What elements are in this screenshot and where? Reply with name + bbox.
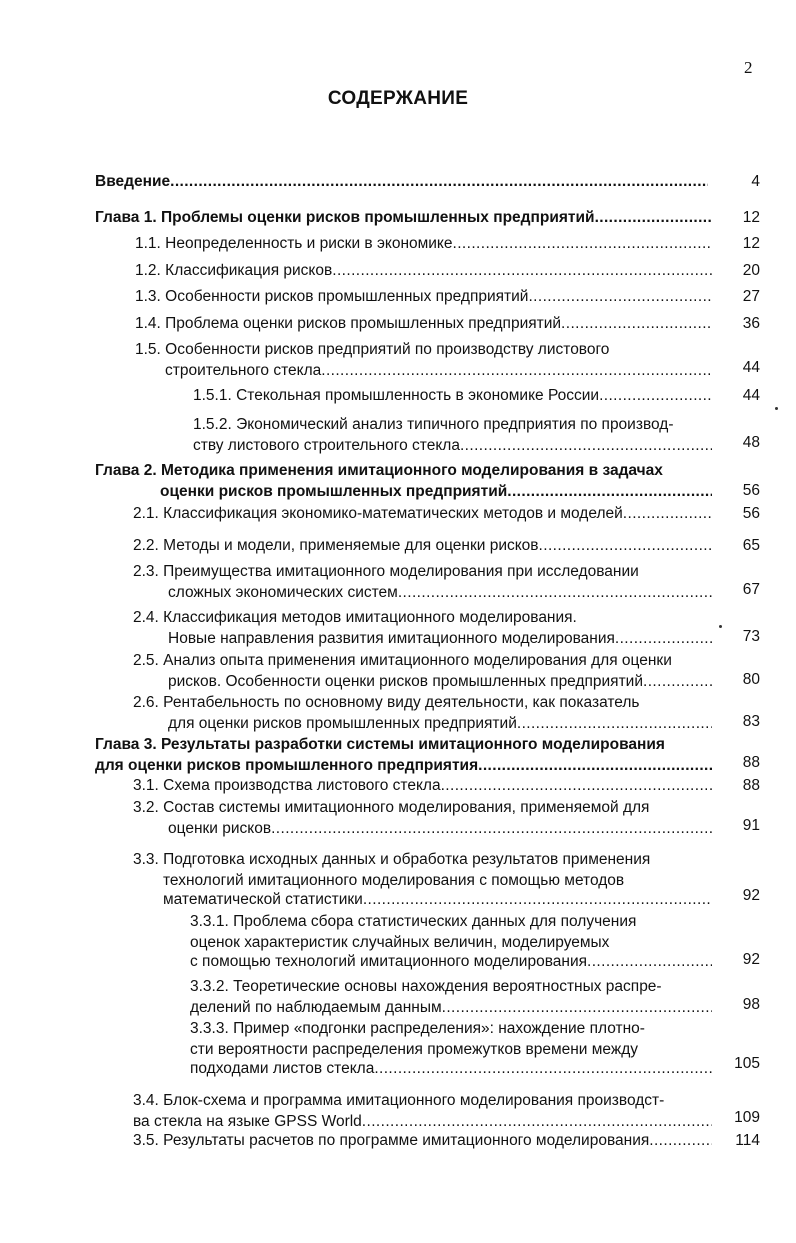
toc-entry-line [135,314,712,333]
toc-page-number: 73 [742,628,760,645]
page-title: СОДЕРЖАНИЕ [327,88,469,109]
toc-page-number: 88 [742,777,760,794]
toc-entry-line: 2.6. Рентабельность по основному виду деятельности, как показатель [133,694,640,711]
toc-entry-line [168,583,712,602]
toc-page-number: 67 [742,581,760,598]
toc-entry-text: подходами листов стекла [190,1060,375,1077]
dot-leader [528,287,712,306]
dot-leader [561,314,712,333]
dot-leader [599,386,712,405]
toc-page-number: 91 [742,817,760,834]
toc-entry-line [190,1059,712,1078]
dot-leader [398,583,712,602]
toc-entry-line: 2.5. Анализ опыта применения имитационного моделирования для оценки [133,652,672,669]
toc-entry-line [133,776,712,795]
toc-entry-line: 3.4. Блок-схема и программа имитационного моделирования производст- [133,1092,665,1109]
toc-page-number: 114 [735,1132,760,1149]
toc-entry-text: рисков. Особенности оценки рисков промышленных предприятий [168,673,643,690]
toc-page-number: 92 [742,951,760,968]
toc-entry-line [168,714,712,733]
toc-entry-line [133,504,712,523]
toc-page-number: 44 [742,387,760,404]
toc-page-number: 12 [742,235,760,252]
toc-entry-text: ва стекла на языке GPSS World [133,1113,362,1130]
dot-leader [587,952,712,971]
toc-entry-line: сти вероятности распределения промежутков времени между [190,1041,639,1058]
toc-entry-line [163,890,712,909]
toc-page-number: 56 [742,505,760,522]
toc-entry-text: оценки рисков промышленных предприятий [160,483,508,500]
toc-entry-line [193,386,712,405]
toc-entry-line [190,952,712,971]
toc-entry-text: 1.4. Проблема оценки рисков промышленных предприятий [135,315,562,332]
toc-entry-text: Новые направления развития имитационного моделирования [168,630,615,647]
toc-page-number: 109 [734,1109,760,1126]
dot-leader [170,172,708,191]
toc-entry-text: 1.3. Особенности рисков промышленных предприятий [135,288,529,305]
dot-leader [615,629,712,648]
toc-entry-line: 3.3. Подготовка исходных данных и обработка результатов применения [133,851,651,868]
dot-leader [478,756,712,775]
dot-leader [539,536,712,555]
toc-entry-line [168,819,712,838]
toc-entry-text: Глава 1. Проблемы оценки рисков промышленных предприятий [95,209,595,226]
dot-leader [460,436,712,455]
dot-leader [623,504,712,523]
toc-entry-text: 2.2. Методы и модели, применяемые для оценки рисков [133,537,539,554]
toc-page-number: 80 [742,671,760,688]
dot-leader [453,234,712,253]
toc-page-number: 83 [742,713,760,730]
toc-entry-line: 1.5.2. Экономический анализ типичного предприятия по производ- [193,416,674,433]
toc-entry-line: 3.3.3. Пример «подгонки распределения»: нахождение плотно- [190,1020,645,1037]
toc-entry-line [133,536,712,555]
toc-page-number: 56 [742,482,760,499]
dot-leader [363,890,712,909]
scan-speck [775,407,778,410]
toc-entry-text: сложных экономических систем [168,584,398,601]
page-number: 2 [744,58,753,77]
toc-page-number: 105 [734,1055,760,1072]
toc-entry-line [168,629,712,648]
toc-page-number: 36 [742,315,760,332]
dot-leader [442,998,712,1017]
toc-entry-line [95,756,712,775]
toc-entry-line: Глава 3. Результаты разработки системы имитационного моделирования [95,736,665,753]
toc-entry-line [135,234,712,253]
toc-entry-line [135,261,712,280]
toc-entry-text: Введение [95,173,171,190]
toc-entry-text: делений по наблюдаемым данным [190,999,442,1016]
toc-page-number: 92 [742,887,760,904]
toc-entry-text: 3.1. Схема производства листового стекла [133,777,441,794]
toc-entry-text: 3.5. Результаты расчетов по программе имитационного моделирования [133,1132,650,1149]
scan-speck [719,625,722,628]
dot-leader [362,1112,712,1131]
dot-leader [321,361,712,380]
toc-page-number: 27 [742,288,760,305]
toc-entry-line [193,436,712,455]
toc-entry-line: технологий имитационного моделирования с помощью методов [163,872,625,889]
dot-leader [649,1131,712,1150]
dot-leader [332,261,712,280]
toc-entry-text: оценки рисков [168,820,272,837]
toc-entry-text: с помощью технологий имитационного моделирования [190,953,587,970]
toc-page-number: 48 [742,434,760,451]
toc-entry-text: для оценки рисков промышленных предприятий [168,715,517,732]
toc-entry-line [190,998,712,1017]
toc-entry-text: для оценки рисков промышленного предприятия [95,757,479,774]
toc-entry-line: 2.3. Преимущества имитационного моделирования при исследовании [133,563,639,580]
dot-leader [507,482,712,501]
toc-entry-line: 1.5. Особенности рисков предприятий по производству листового [135,341,610,358]
toc-entry-line [165,361,712,380]
toc-entry-line: 3.3.2. Теоретические основы нахождения вероятностных распре- [190,978,662,995]
dot-leader [517,714,712,733]
toc-entry-line: 3.2. Состав системы имитационного моделирования, применяемой для [133,799,650,816]
toc-entry-line: Глава 2. Методика применения имитационного моделирования в задачах [95,462,663,479]
toc-entry-line [95,172,708,191]
toc-entry-text: 1.2. Классификация рисков [135,262,333,279]
toc-entry-line: оценок характеристик случайных величин, моделируемых [190,934,610,951]
dot-leader [643,672,712,691]
dot-leader [441,776,712,795]
toc-page-number: 20 [742,262,760,279]
toc-entry-line [135,287,712,306]
toc-page-number: 4 [751,173,760,190]
toc-entry-line [133,1112,712,1131]
toc-entry-text: математической статистики [163,891,363,908]
toc-page-number: 44 [742,359,760,376]
toc-page-number: 98 [742,996,760,1013]
toc-entry-line: 3.3.1. Проблема сбора статистических данных для получения [190,913,637,930]
toc-page-number: 12 [742,209,760,226]
dot-leader [271,819,712,838]
toc-entry-text: 1.1. Неопределенность и риски в экономике [135,235,453,252]
toc-page-number: 88 [742,754,760,771]
toc-entry-line [95,208,712,227]
toc-entry-text: строительного стекла [165,362,322,379]
toc-entry-text: 1.5.1. Стекольная промышленность в экономике России [193,387,600,404]
toc-page-number: 65 [742,537,760,554]
dot-leader [595,208,712,227]
toc-entry-line [168,672,712,691]
toc-entry-line: 2.4. Классификация методов имитационного моделирования. [133,609,577,626]
toc-entry-text: 2.1. Классификация экономико-математических методов и моделей [133,505,623,522]
toc-entry-line [133,1131,712,1150]
toc-entry-line [160,482,712,501]
dot-leader [374,1059,712,1078]
toc-entry-text: ству листового строительного стекла [193,437,460,454]
